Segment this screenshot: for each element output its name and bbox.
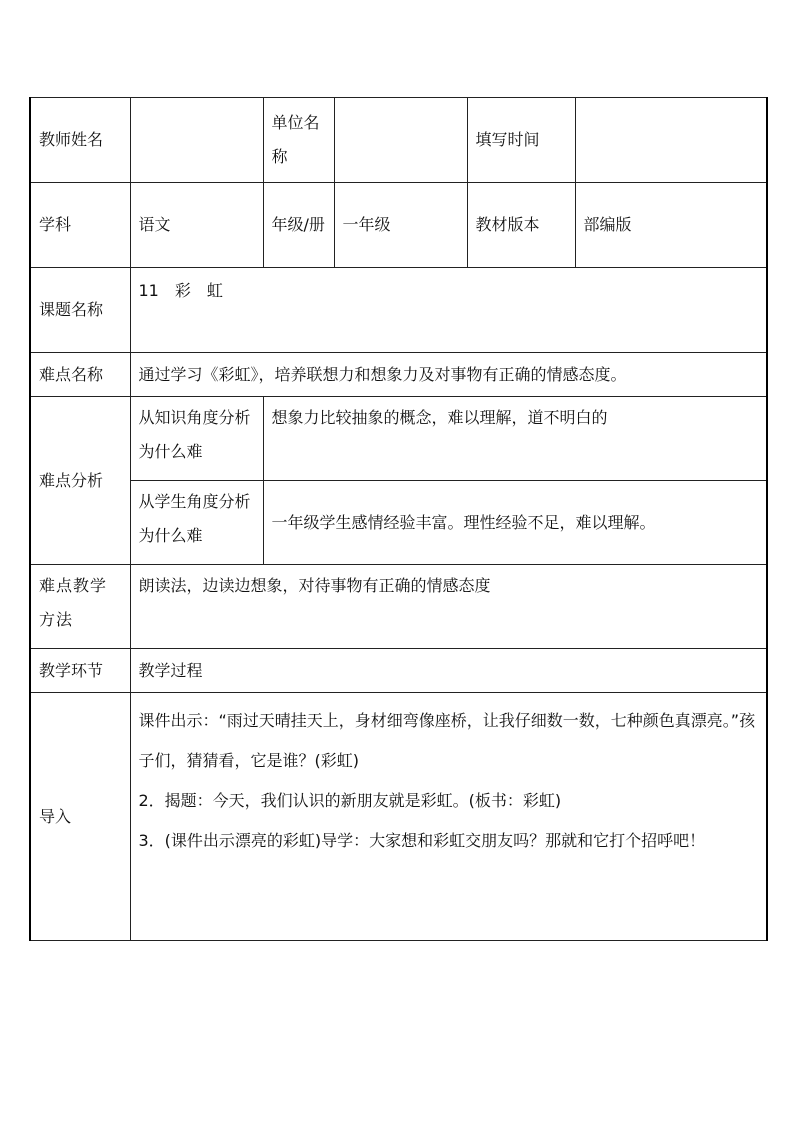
knowledge-angle-label: 从知识角度分析为什么难 — [130, 397, 263, 481]
topic-label: 课题名称 — [30, 268, 130, 353]
method-row — [30, 565, 767, 649]
method-label: 难点教学方法 — [30, 565, 130, 649]
topic-value: 11 彩 虹 — [130, 268, 767, 353]
intro-line-2: 2．揭题：今天，我们认识的新朋友就是彩虹。(板书：彩虹) — [138, 791, 562, 810]
analysis-knowledge-row — [30, 397, 767, 481]
student-angle-value: 一年级学生感情经验丰富。理性经验不足，难以理解。 — [263, 481, 767, 565]
unit-name-field[interactable] — [334, 98, 467, 183]
fill-date-field[interactable] — [575, 98, 767, 183]
grade-label: 年级/册 — [263, 183, 334, 268]
teacher-name-label: 教师姓名 — [30, 98, 130, 183]
difficulty-label: 难点名称 — [30, 353, 130, 397]
process-header-value: 教学过程 — [130, 649, 767, 693]
analysis-label: 难点分析 — [30, 397, 130, 565]
intro-label: 导入 — [30, 693, 130, 941]
unit-name-label: 单位名称 — [263, 98, 334, 183]
subject-value: 语文 — [130, 183, 263, 268]
subject-row — [30, 183, 767, 268]
intro-row — [30, 693, 767, 941]
intro-line-3: 3．(课件出示漂亮的彩虹)导学：大家想和彩虹交朋友吗？那就和它打个招呼吧！ — [138, 831, 706, 850]
analysis-student-row — [30, 481, 767, 565]
teacher-name-field[interactable] — [130, 98, 263, 183]
process-stage-label: 教学环节 — [30, 649, 130, 693]
method-value: 朗读法，边读边想象，对待事物有正确的情感态度 — [130, 565, 767, 649]
difficulty-row — [30, 353, 767, 397]
grade-value: 一年级 — [334, 183, 467, 268]
knowledge-angle-value: 想象力比较抽象的概念，难以理解，道不明白的 — [263, 397, 767, 481]
topic-row — [30, 268, 767, 353]
difficulty-value: 通过学习《彩虹》，培养联想力和想象力及对事物有正确的情感态度。 — [130, 353, 767, 397]
intro-content — [130, 693, 767, 941]
textbook-value: 部编版 — [575, 183, 767, 268]
subject-label: 学科 — [30, 183, 130, 268]
student-angle-label: 从学生角度分析为什么难 — [130, 481, 263, 565]
fill-date-label: 填写时间 — [467, 98, 575, 183]
intro-line-1: 课件出示：“雨过天晴挂天上，身材细弯像座桥，让我仔细数一数，七种颜色真漂亮。”孩子们，猜猜看，它是谁？(彩虹) — [138, 711, 756, 770]
process-header-row — [30, 649, 767, 693]
textbook-label: 教材版本 — [467, 183, 575, 268]
header-row — [30, 98, 767, 183]
lesson-plan-table — [29, 97, 768, 941]
